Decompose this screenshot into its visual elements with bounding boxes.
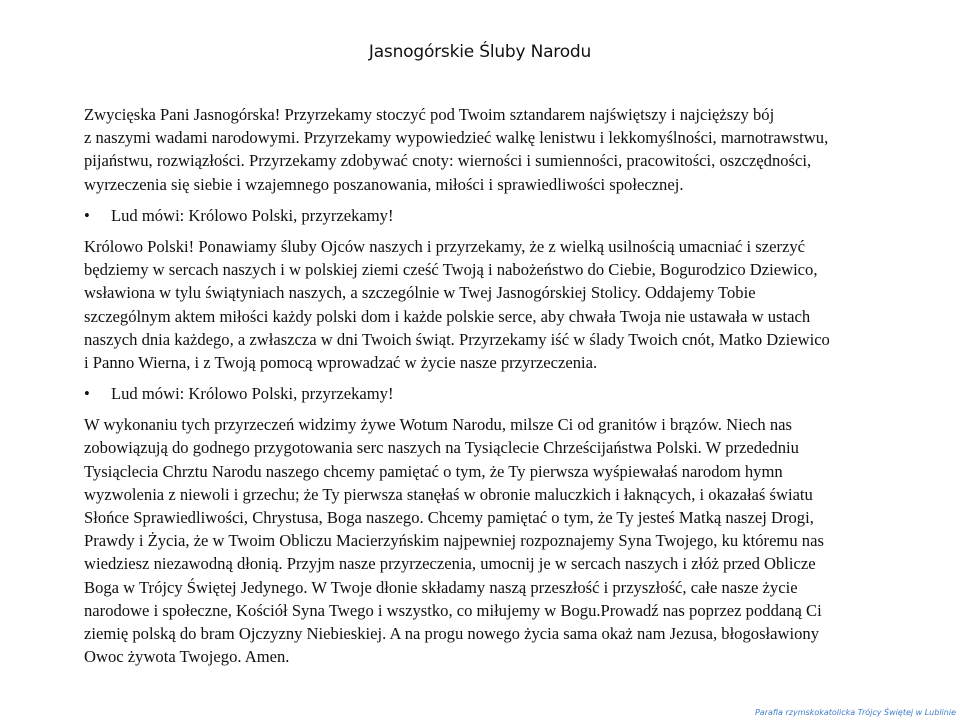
response-bullet-2 bbox=[84, 382, 904, 405]
response-text: Lud mówi: Królowo Polski, przyrzekamy! bbox=[111, 384, 394, 404]
text-line: pijaństwu, rozwiązłości. Przyrzekamy zdobywać cnoty: wierności i sumienności, pracowitości, oszczędności, bbox=[84, 151, 812, 171]
text-line: i Panno Wierna, i z Twoją pomocą wprowadzać w życie nasze przyrzeczenia. bbox=[84, 352, 598, 372]
response-text: Lud mówi: Królowo Polski, przyrzekamy! bbox=[111, 205, 394, 225]
text-line: wyrzeczenia się siebie i wzajemnego poszanowania, miłości i sprawiedliwości społecznej. bbox=[84, 174, 684, 194]
paragraph-3 bbox=[84, 413, 904, 668]
text-line: Zwycięska Pani Jasnogórska! Przyrzekamy stoczyć pod Twoim sztandarem najświętszy i najcięższy bój bbox=[84, 105, 775, 124]
text-line: W wykonaniu tych przyrzeczeń widzimy żywe Wotum Narodu, milsze Ci od granitów i brązów. Niech nas bbox=[84, 415, 792, 435]
text-line: wiedziesz niezawodną dłonią. Przyjm nasze przyrzeczenia, umocnij je w sercach naszych i złóż przed Oblicze bbox=[84, 554, 816, 574]
text-line: Prawdy i Życia, że w Twoim Obliczu Macierzyńskim najpewniej rozpoznajemy Syna Twojego, ku któremu nas bbox=[84, 531, 824, 551]
paragraph-1 bbox=[84, 103, 904, 196]
text-line: wsławiona w tylu świątyniach naszych, a szczególnie w Twej Jasnogórskiej Stolicy. Oddajemy Tobie bbox=[84, 283, 756, 303]
bullet-icon: • bbox=[84, 205, 90, 225]
text-line: zobowiązują do godnego przygotowania serc naszych na Tysiąclecie Chrześcijaństwa Polski. W przededniu bbox=[84, 438, 799, 458]
page-title: Jasnogórskie Śluby Narodu bbox=[368, 42, 592, 62]
response-bullet-1 bbox=[84, 204, 904, 227]
text-line: będziemy w sercach naszych i w polskiej ziemi cześć Twoją i nabożeństwo do Ciebie, Bogurodzico Dziewico, bbox=[84, 260, 818, 280]
paragraph-2 bbox=[84, 235, 904, 374]
text-line: Słońce Sprawiedliwości, Chrystusa, Boga naszego. Chcemy pamiętać o tym, że Ty jesteś Matką naszej Drogi, bbox=[84, 508, 814, 527]
text-line: Tysiąclecia Chrztu Narodu naszego chcemy pamiętać o tym, że Ty pierwsza wyśpiewałaś narodom hymn bbox=[84, 461, 783, 481]
text-line: ziemię polską do bram Ojczyzny Niebieskiej. A na progu nowego życia sama okaż nam Jezusa, błogosławiony bbox=[84, 623, 819, 643]
vow-text bbox=[84, 103, 904, 668]
text-line: naszych dnia każdego, a zwłaszcza w dni Twoich świąt. Przyrzekamy iść w ślady Twoich cnót, Matko Dziewico bbox=[84, 329, 830, 349]
text-line: z naszymi wadami narodowymi. Przyrzekamy wypowiedzieć walkę lenistwu i lekkomyślności, marnotrawstwu, bbox=[84, 128, 829, 148]
text-line: narodowe i społeczne, Kościół Syna Twego i wszystko, co miłujemy w Bogu.Prowadź nas poprzez poddaną Ci bbox=[84, 600, 822, 620]
text-line: wyzwolenia z niewoli i grzechu; że Ty pierwsza stanęłaś w obronie maluczkich i łaknących, i okazałaś światu bbox=[84, 484, 813, 504]
text-line: Królowo Polski! Ponawiamy śluby Ojców naszych i przyrzekamy, że z wielką usilnością umacniać i szerzyć bbox=[84, 236, 805, 256]
text-line: Boga w Trójcy Świętej Jedynego. W Twoje dłonie składamy naszą przeszłość i przyszłość, całe nasze życie bbox=[84, 577, 798, 597]
bullet-icon: • bbox=[84, 384, 90, 404]
text-line: Owoc żywota Twojego. Amen. bbox=[84, 647, 290, 667]
text-line: szczególnym aktem miłości każdy polski dom i każde polskie serce, aby chwała Twoja nie ustawała w ustach bbox=[84, 306, 811, 326]
parish-footer: Parafia rzymskokatolicka Trójcy Świętej w Lublinie bbox=[754, 708, 956, 717]
